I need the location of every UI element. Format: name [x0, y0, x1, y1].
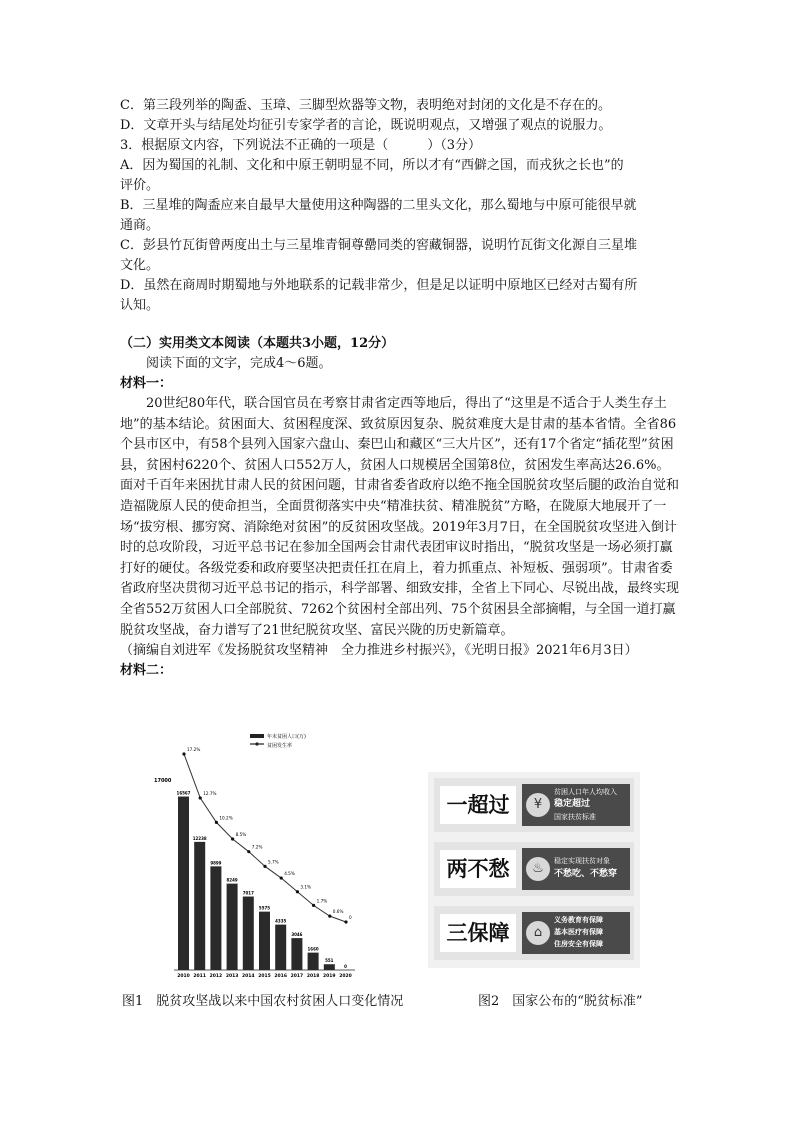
rate-label-2012: 10.2% [219, 815, 233, 821]
bar-label-2015: 5575 [258, 905, 271, 911]
x-tick-2020: 2020 [339, 974, 352, 979]
x-tick-2013: 2013 [225, 974, 239, 979]
legend-bar-swatch [250, 734, 264, 738]
rate-label-2013: 8.5% [235, 831, 247, 837]
rate-point-2019 [328, 915, 331, 918]
figure-1-caption: 图1 脱贫攻坚战以来中国农村贫困人口变化情况 [122, 994, 404, 1009]
standard-three-text-2: 基本医疗有保障 [554, 928, 603, 936]
rate-point-2013 [231, 837, 234, 840]
money-bag-icon: ¥ [526, 793, 550, 817]
bar-label-2020: 0 [344, 964, 347, 969]
poverty-chart-svg [150, 730, 360, 980]
x-tick-2011: 2011 [193, 974, 206, 979]
option-3a-cont: 评价。 [120, 178, 160, 193]
x-tick-2018: 2018 [306, 974, 320, 979]
rate-point-2017 [296, 890, 299, 893]
standard-row-food-clothing [434, 842, 634, 896]
material-2-label: 材料二： [120, 663, 173, 679]
standard-two-text-1: 稳定实现扶贫对象 [554, 857, 610, 865]
bar-label-2019: 551 [325, 958, 334, 964]
rate-point-2014 [247, 850, 250, 853]
standard-one-text-1: 贫困人口年人均收入 [554, 788, 617, 796]
material-1-label: 材料一： [120, 376, 173, 391]
option-c: C．第三段列举的陶盉、玉璋、三脚型炊器等文物，表明绝对封闭的文化是不存在的。 [120, 98, 611, 113]
bar-2013 [227, 884, 238, 970]
x-tick-2014: 2014 [242, 974, 255, 979]
section-heading: （二）实用类文本阅读（本题共3小题，12分） [120, 336, 395, 351]
rate-label-2010: 17.2% [187, 747, 201, 752]
bar-2018 [308, 953, 319, 970]
rate-label-2019: 0.6% [332, 909, 344, 915]
bar-label-2010: 16567 [176, 790, 191, 796]
figure-2-standard [428, 772, 640, 968]
standard-title-one: 一超过 [440, 786, 516, 824]
rate-line [184, 754, 346, 922]
rate-label-2017: 3.1% [300, 884, 312, 890]
bar-2014 [243, 897, 254, 970]
rate-point-2020 [344, 920, 347, 923]
legend-bar-label: 年末贫困人口(万) [267, 734, 306, 740]
option-d: D．文章开头与结尾处均征引专家学者的言论，既说明观点，又增强了观点的说服力。 [120, 118, 612, 133]
bar-label-2014: 7017 [242, 890, 254, 896]
legend-line-marker [255, 742, 258, 745]
bowl-icon: ♨ [526, 857, 550, 881]
x-tick-2016: 2016 [274, 974, 287, 979]
graduation-cap-icon: ⌂ [526, 921, 550, 945]
rate-point-2010 [182, 752, 185, 755]
option-3c-cont: 文化。 [120, 258, 160, 273]
standard-title-two: 两不愁 [440, 850, 516, 888]
section-instruction: 阅读下面的文字，完成4～6题。 [146, 356, 332, 371]
material-1-source: （摘编自刘进军《发扬脱贫攻坚精神 全力推进乡村振兴》，《光明日报》2021年6月3日） [120, 643, 638, 659]
rate-point-2015 [263, 865, 266, 868]
bar-2015 [259, 912, 270, 970]
material-1-paragraph: 20世纪80年代，联合国官员在考察甘肃省定西等地后，得出了“这里是不适合于人类生存土地”的基本结论。贫困面大、贫困程度深、致贫原因复杂、脱贫难度大是甘肃的基本省情。全省86个县市区中，有58个县列入国家六盘山、秦巴山和藏区“三大片区”，还有17个省定“插花型”贫困县，贫困村6220个、贫困人口552万人，贫困人口规模居全国第8位，贫困发生率高达26.6%。面对千百年来困扰甘肃人民的贫困问题，甘肃省委省政府以绝不拖全国脱贫攻坚后腿的政治自觉和造福陇原人民的使命担当，全面贯彻落实中央“精准扶贫、精准脱贫”方略，在陇原大地展开了一场“拔穷根、挪穷窝、消除绝对贫困”的反贫困攻坚战。2019年3月7日，在全国脱贫攻坚进入倒计时的总攻阶段，习近平总书记在参加全国两会甘肃代表团审议时指出，“脱贫攻坚是一场必须打赢打好的硬仗。各级党委和政府要坚决把责任扛在肩上，着力抓重点、补短板、强弱项”。甘肃省委省政府坚决贯彻习近平总书记的指示，科学部署、细致安排，全省上下同心、尽锐出战，最终实现全省552万贫困人口全部脱贫、7262个贫困村全部出列、75个贫困县全部摘帽，与全国一道打赢脱贫攻坚战，奋力谱写了21世纪脱贫攻坚、富民兴陇的历史新篇章。 [120, 396, 680, 638]
question-3: 3．根据原文内容，下列说法不正确的一项是（ ）（3分） [120, 138, 482, 153]
rate-label-2015: 5.7% [268, 859, 279, 865]
option-3b: B．三星堆的陶盉应来自最早大量使用这种陶器的二里头文化，那么蜀地与中原可能很早就 [120, 198, 637, 213]
y-axis-top-label: 17000 [154, 778, 172, 784]
standard-three-text-1: 义务教育有保障 [554, 916, 603, 924]
bar-2019 [324, 964, 335, 970]
option-3c: C．彭县竹瓦街曾两度出土与三星堆青铜尊罍同类的窖藏铜器，说明竹瓦街文化源自三星堆 [120, 238, 637, 253]
x-tick-2019: 2019 [323, 974, 336, 979]
standard-two-text-2: 不愁吃、不愁穿 [554, 869, 618, 879]
rate-label-2011: 12.7% [203, 790, 217, 796]
x-tick-2012: 2012 [209, 974, 223, 979]
rate-point-2012 [215, 821, 218, 824]
standard-one-text-3: 国家扶贫标准 [554, 813, 596, 821]
standard-detail-two [522, 848, 630, 890]
x-tick-2010: 2010 [177, 974, 190, 979]
standard-row-guarantees [434, 906, 634, 960]
bar-label-2017: 3046 [291, 932, 303, 938]
standard-title-three: 三保障 [440, 914, 516, 952]
bar-label-2012: 9899 [210, 860, 222, 866]
rate-label-2016: 4.5% [284, 871, 295, 877]
bar-label-2018: 1660 [307, 946, 319, 952]
bar-label-2016: 4335 [275, 918, 287, 924]
standard-three-text-3: 住房安全有保障 [554, 940, 603, 948]
standard-one-text-2: 稳定超过 [554, 799, 591, 809]
figure-2-caption: 图2 国家公布的“脱贫标准” [478, 994, 643, 1009]
figure-1-chart [150, 730, 360, 980]
option-3d: D．虽然在商周时期蜀地与外地联系的记载非常少，但是足以证明中原地区已经对古蜀有所 [120, 278, 638, 293]
x-tick-2017: 2017 [290, 974, 304, 979]
rate-label-2018: 1.7% [316, 898, 328, 904]
bar-2012 [210, 866, 221, 970]
rate-point-2011 [199, 796, 202, 799]
option-3d-cont: 认知。 [120, 298, 160, 313]
x-tick-2015: 2015 [258, 974, 271, 979]
rate-label-2020: 0 [349, 915, 352, 920]
standard-row-income [434, 778, 634, 832]
bar-2016 [275, 925, 286, 970]
option-3a: A．因为蜀国的礼制、文化和中原王朝明显不同，所以才有“西僻之国，而戎狄之长也”的 [120, 158, 624, 173]
question-page [120, 96, 680, 681]
bar-label-2013: 8249 [226, 877, 238, 883]
standard-detail-three [522, 912, 630, 954]
rate-point-2018 [312, 904, 315, 907]
standard-detail-one [522, 784, 630, 826]
bar-2017 [291, 938, 302, 970]
legend-line-label: 贫困发生率 [267, 743, 293, 749]
rate-point-2016 [280, 876, 283, 879]
chart-marks [177, 747, 352, 979]
bar-2010 [178, 797, 189, 970]
bar-label-2011: 12238 [192, 835, 207, 841]
rate-label-2014: 7.2% [251, 844, 263, 850]
bar-2011 [194, 842, 205, 970]
option-3b-cont: 通商。 [120, 218, 160, 233]
